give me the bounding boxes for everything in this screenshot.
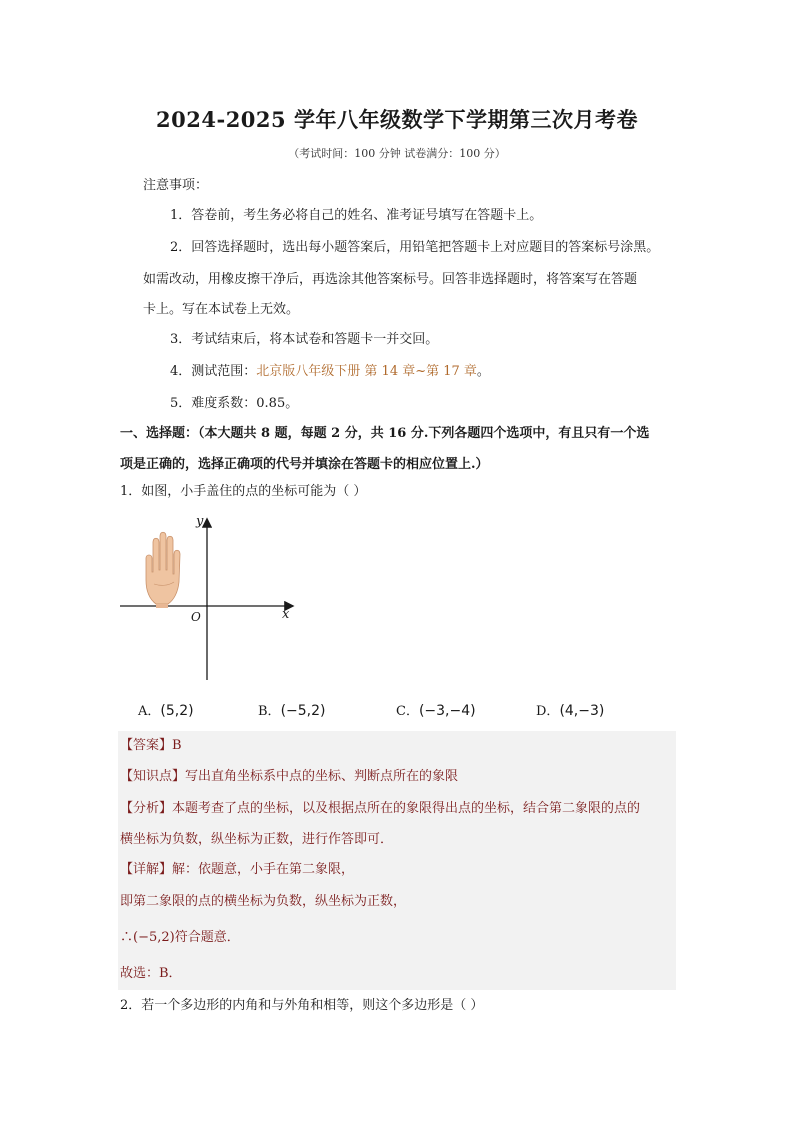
option-c-value: (−3,−4) (418, 703, 476, 719)
detail-line-2: 即第二象限的点的横坐标为负数，纵坐标为正数， (120, 894, 407, 909)
coordinate-figure (116, 512, 300, 684)
question-1-options (138, 700, 658, 722)
option-c-letter: C． (396, 704, 419, 719)
option-b-letter: B． (258, 704, 281, 719)
note-item-3: 3．考试结束后，将本试卷和答题卡一并交回。 (170, 332, 439, 347)
note-item-5: 5．难度系数：0.85。 (170, 396, 299, 411)
page-title: 2024-2025 学年八年级数学下学期第三次月考卷 (156, 107, 638, 132)
answer-explanation-box (118, 731, 676, 990)
answer-tag: 【答案】 (120, 738, 173, 753)
note-item-2-line-3: 卡上。写在本试卷上无效。 (143, 302, 300, 317)
test-scope-text: 北京版八年级下册 第 14 章~第 17 章 (256, 364, 477, 379)
analysis-line-1 (120, 799, 640, 819)
x-axis-label: x (282, 607, 290, 622)
question-1-stem: 1．如图，小手盖住的点的坐标可能为（ ） (120, 484, 367, 499)
note-item-4-suffix: 。 (476, 364, 490, 379)
analysis-line-2: 横坐标为负数，纵坐标为正数，进行作答即可． (120, 832, 394, 847)
option-a[interactable] (138, 700, 194, 719)
question-2-stem: 2．若一个多边形的内角和与外角和相等，则这个多边形是（ ） (120, 998, 484, 1013)
option-b-value: (−5,2) (280, 703, 326, 719)
hand-icon (146, 532, 180, 608)
option-d-value: (4,−3) (559, 703, 605, 719)
detail-line-4: 故选：B． (120, 966, 182, 981)
knowledge-tag: 【知识点】 (120, 769, 186, 784)
option-d-letter: D． (536, 704, 560, 719)
note-item-2-line-2: 如需改动，用橡皮擦干净后，再选涂其他答案标号。回答非选择题时，将答案写在答题 (143, 272, 638, 287)
note-item-4 (170, 362, 490, 382)
detail-text-1: 解：依题意，小手在第二象限， (172, 862, 355, 877)
option-d[interactable] (536, 700, 604, 719)
detail-tag: 【详解】 (120, 862, 173, 877)
option-c[interactable] (396, 700, 476, 719)
knowledge-value: 写出直角坐标系中点的坐标、判断点所在的象限 (185, 769, 459, 784)
answer-line (120, 736, 182, 756)
detail-line-1 (120, 860, 354, 880)
note-item-4-prefix: 4．测试范围： (170, 364, 257, 379)
detail-line-3: ∴(−5,2)符合题意． (120, 930, 240, 945)
exam-info: （考试时间：100 分钟 试卷满分：100 分） (288, 147, 506, 160)
option-a-letter: A． (138, 704, 161, 719)
answer-value: B (172, 738, 182, 753)
knowledge-line (120, 767, 458, 787)
origin-label: O (191, 610, 201, 624)
analysis-tag: 【分析】 (120, 801, 173, 816)
y-axis-label: y (196, 514, 204, 529)
option-a-value: (5,2) (160, 703, 194, 719)
note-item-1: 1．答卷前，考生务必将自己的姓名、准考证号填写在答题卡上。 (170, 208, 543, 223)
note-item-2-line-1: 2．回答选择题时，选出每小题答案后，用铅笔把答题卡上对应题目的答案标号涂黑。 (170, 240, 660, 255)
section-1-heading-line-1: 一、选择题：（本大题共 8 题，每题 2 分，共 16 分.下列各题四个选项中，有且只有一个选 (120, 426, 650, 441)
option-b[interactable] (258, 700, 325, 719)
section-1-heading-line-2: 项是正确的，选择正确项的代号并填涂在答题卡的相应位置上.） (120, 457, 489, 472)
notes-heading: 注意事项： (143, 178, 209, 193)
analysis-text-1: 本题考查了点的坐标，以及根据点所在的象限得出点的坐标，结合第二象限的点的 (172, 801, 641, 816)
